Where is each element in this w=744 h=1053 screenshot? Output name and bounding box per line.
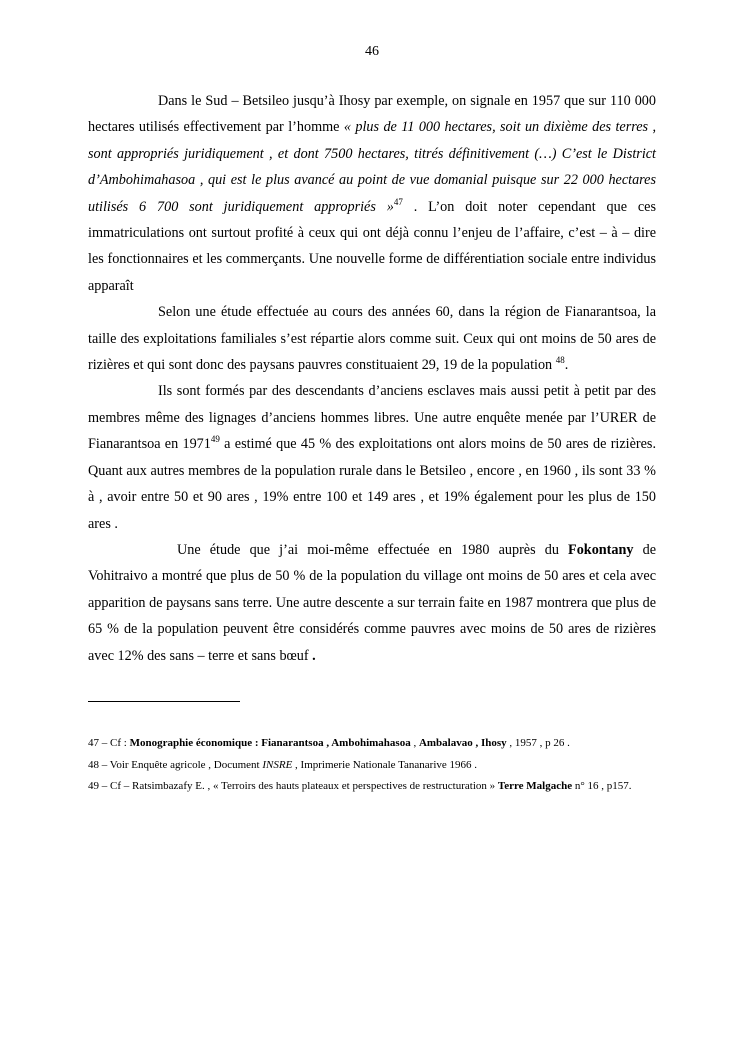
paragraph-4-text-continued: de Vohitraivo a montré que plus de 50 % de la population du village ont moins de 50 ares et cela avec apparition de paysans sans terre. Une autre descente a sur terrain faite en 1987 montrera que plus de 65 % de la population peuvent être considérés comme pauvres avec moins de 50 ares de rizières avec 12% des sans – terre et sans bœuf <box>88 541 656 664</box>
page-number: 46 <box>365 44 379 59</box>
footnote-47-title-continued: Ambalavao , Ihosy <box>418 737 507 749</box>
footnote-separator <box>88 701 240 702</box>
footnote-47-separator: , <box>410 737 419 749</box>
paragraph-1-text: Dans le Sud – Betsileo jusqu’à Ihosy par exemple, on signale en 1957 que sur 110 000 hectares utilisés effectivement par l’homme <box>88 93 656 136</box>
footnote-49-journal: Terre Malgache <box>497 780 573 792</box>
footnote-47 <box>88 733 656 755</box>
body-text <box>88 88 656 669</box>
footnote-49-prefix: 49 – Cf – Ratsimbazafy E. , « Terroirs des hauts plateaux et perspectives de restructuration » <box>88 780 498 792</box>
footnotes <box>88 733 656 798</box>
paragraph-1 <box>88 88 656 299</box>
paragraph-4 <box>88 537 656 669</box>
footnote-48-prefix: 48 – Voir Enquête agricole , Document <box>88 758 263 771</box>
footnote-49 <box>88 776 656 798</box>
footnote-ref-47[interactable]: 47 <box>393 196 403 207</box>
paragraph-2-text: Selon une étude effectuée au cours des années 60, dans la région de Fianarantsoa, la taille des exploitations familiales s’est répartie alors comme suit. Ceux qui ont moins de 50 ares de rizières et qui sont donc des paysans pauvres constituaient 29, 19 de la population <box>88 304 656 374</box>
paragraph-1-text-continued: . L’on doit noter cependant que ces immatriculations ont surtout profité à ceux qui ont déjà connu l’enjeu de l’affaire, c’est – à – dire les fonctionnaires et les commerçants. Une nouvelle forme de différentiation sociale entre individus apparaît <box>88 198 656 294</box>
footnote-47-prefix: 47 – Cf : <box>88 737 130 749</box>
footnote-47-title: Monographie économique : Fianarantsoa , Ambohimahasoa <box>129 737 411 749</box>
footnote-ref-49[interactable]: 49 <box>210 434 220 445</box>
paragraph-4-end: . <box>312 647 316 664</box>
footnote-49-suffix: n° 16 , p157. <box>572 780 632 792</box>
fokontany-term: Fokontany <box>568 541 634 558</box>
footnote-48 <box>88 755 656 777</box>
paragraph-2-end: . <box>564 357 569 374</box>
quotation: « plus de 11 000 hectares, soit un dixième des terres , sont appropriés juridiquement , et dont 7500 hectares, titrés définitivement (…) C’est le District d’Ambohimahasoa , qui est le plus avancé au point de vue domanial puisque sur 22 000 hectares utilisés 6 700 sont juridiquement appropriés » <box>88 119 656 215</box>
footnote-ref-48[interactable]: 48 <box>555 355 565 366</box>
paragraph-3 <box>88 378 656 536</box>
paragraph-3-text-continued: a estimé que 45 % des exploitations ont alors moins de 50 ares de rizières. Quant aux autres membres de la population rurale dans le Betsileo , encore , en 1960 , ils sont 33 % à , avoir entre 50 et 90 ares , 19% entre 100 et 149 ares , et 19% également pour les plus de 150 ares . <box>88 436 656 532</box>
paragraph-3-text: Ils sont formés par des descendants d’anciens esclaves mais aussi petit à petit par des membres même des lignages d’anciens hommes libres. Une autre enquête menée par l’URER de Fianarantsoa en 1971 <box>88 383 656 453</box>
footnote-48-suffix: , Imprimerie Nationale Tananarive 1966 . <box>292 758 478 771</box>
paragraph-4-text: Une étude que j’ai moi-même effectuée en 1980 auprès du <box>177 541 569 558</box>
paragraph-2 <box>88 299 656 378</box>
footnote-47-suffix: , 1957 , p 26 . <box>506 737 570 749</box>
footnote-48-source: INSRE <box>262 758 293 771</box>
